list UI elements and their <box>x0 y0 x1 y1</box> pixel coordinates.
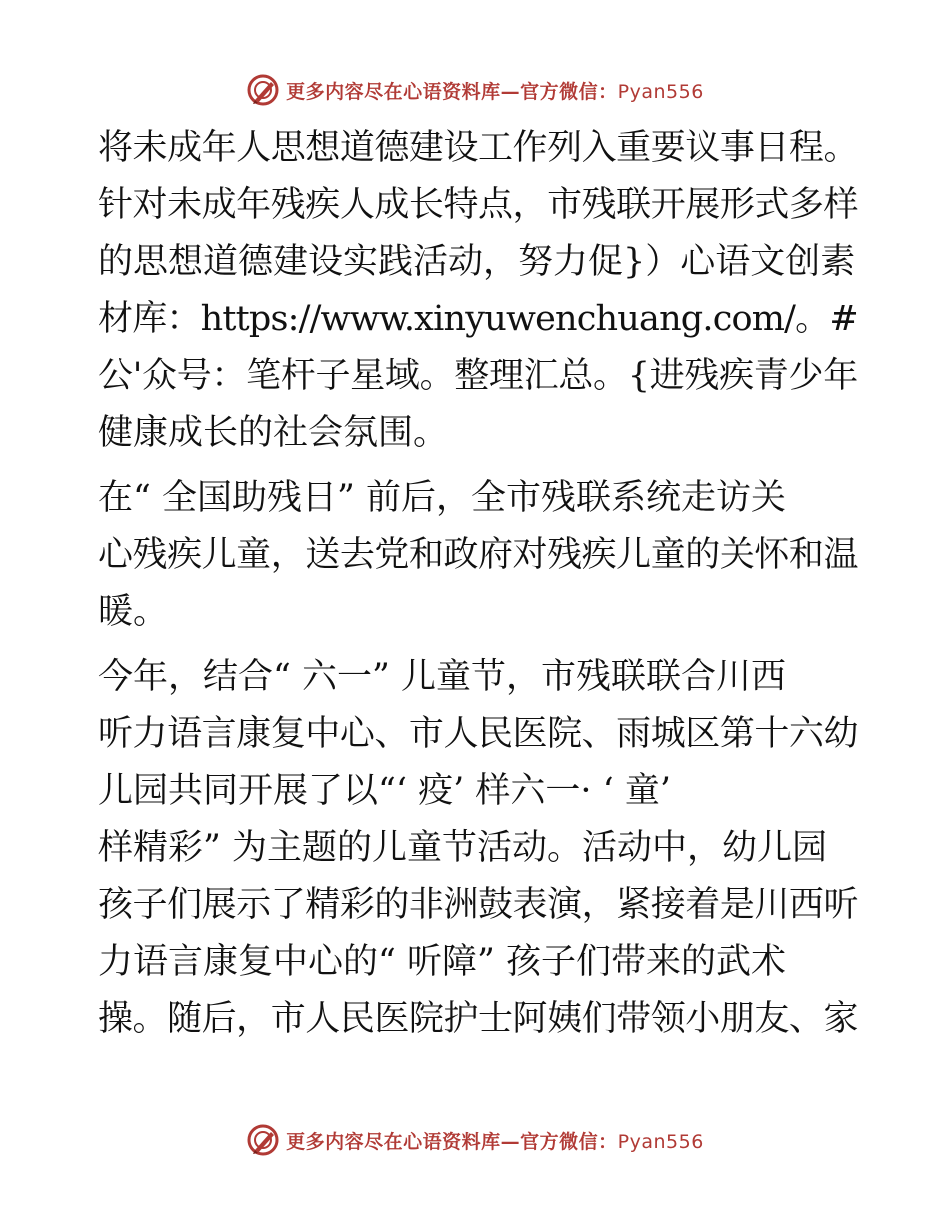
text-line: 今年，结合“ 六一” 儿童节，市残联联合川西 <box>98 657 787 697</box>
paragraph-2 <box>98 470 858 641</box>
text-line: 将未成年人思想道德建设工作列入重要议事日程。 <box>98 128 859 168</box>
text-line: 操。随后，市人民医院护士阿姨们带领小朋友、家 <box>98 999 859 1039</box>
text-line: 力语言康复中心的“ 听障” 孩子们带来的武术 <box>98 942 787 982</box>
seal-pen-icon <box>246 73 280 107</box>
text-line: 材库：https://www.xinyuwenchuang.com/。# <box>98 299 858 339</box>
footer-banner-text: 更多内容尽在心语资料库—官方微信：Pyan556 <box>286 1130 704 1153</box>
text-line: 孩子们展示了精彩的非洲鼓表演，紧接着是川西听 <box>98 885 859 925</box>
text-line: 的思想道德建设实践活动，努力促}）心语文创素 <box>98 242 856 282</box>
footer-wechat-id: Pyan556 <box>617 1130 704 1153</box>
document-body <box>98 120 858 1048</box>
text-line: 在“ 全国助残日” 前后，全市残联系统走访关 <box>98 478 787 518</box>
page-footer-banner <box>0 1122 950 1158</box>
text-line: 听力语言康复中心、市人民医院、雨城区第十六幼 <box>98 714 859 754</box>
page-header-banner <box>0 72 950 108</box>
header-wechat-id: Pyan556 <box>617 80 704 103</box>
paragraph-1 <box>98 120 858 462</box>
text-line: 儿园共同开展了以“‘ 疫’ 样六一· ‘ 童’ <box>98 771 672 811</box>
text-line: 针对未成年残疾人成长特点，市残联开展形式多样 <box>98 185 859 225</box>
text-line: 心残疾儿童，送去党和政府对残疾儿童的关怀和温 <box>98 535 859 575</box>
header-banner-text: 更多内容尽在心语资料库—官方微信：Pyan556 <box>286 80 704 103</box>
text-line: 样精彩” 为主题的儿童节活动。活动中，幼儿园 <box>98 828 828 868</box>
text-line: 暖。 <box>98 592 169 632</box>
text-line: 健康成长的社会氛围。 <box>98 413 449 453</box>
seal-pen-icon <box>246 1123 280 1157</box>
paragraph-3 <box>98 649 858 1048</box>
text-line: 公'众号：笔杆子星域。整理汇总。{进残疾青少年 <box>98 356 858 396</box>
